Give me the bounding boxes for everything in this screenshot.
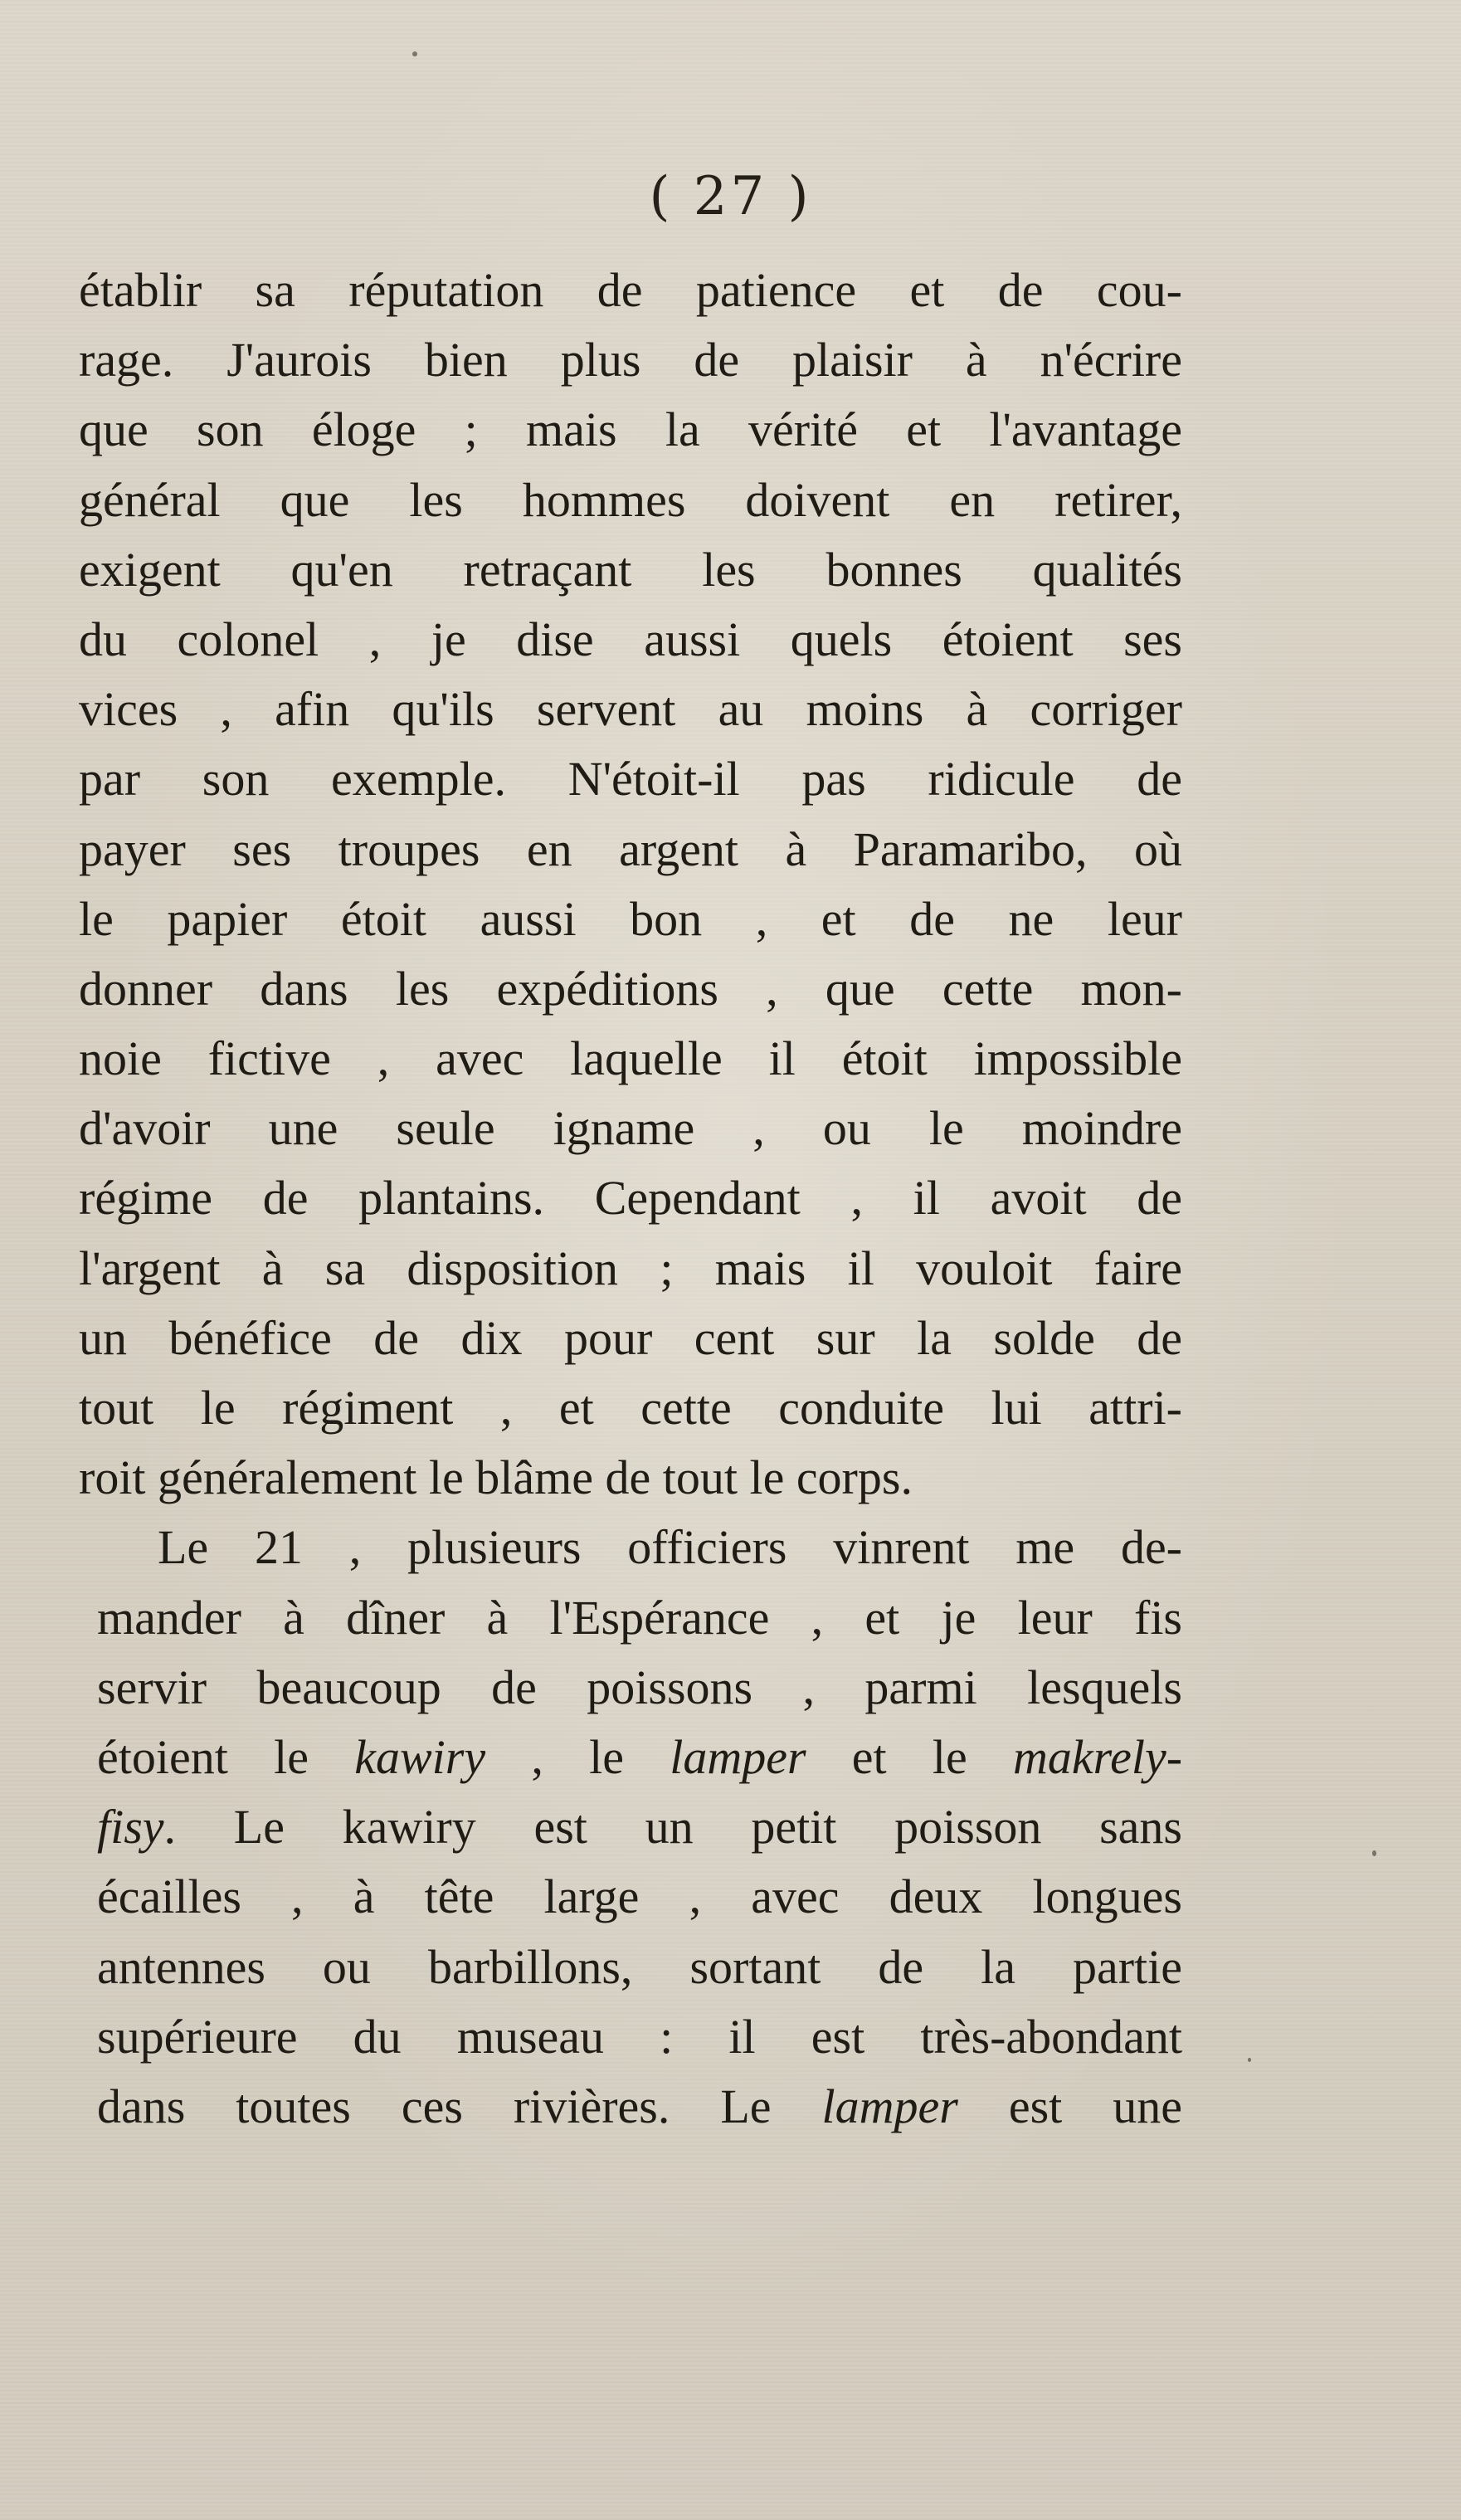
paragraph-end-line: roit généralement le blâme de tout le corps. bbox=[79, 1450, 913, 1505]
italic-term-lamper: lamper bbox=[821, 2079, 958, 2133]
body-text bbox=[79, 256, 1182, 2142]
text-line: l'argent à sa disposition ; mais il vouloit faire bbox=[79, 1241, 1182, 1295]
text-line: un bénéfice de dix pour cent sur la solde de bbox=[79, 1310, 1182, 1365]
text-line-with-italics bbox=[79, 1723, 1182, 1792]
paper-speck bbox=[412, 51, 417, 56]
text-line: noie fictive , avec laquelle il étoit impossible bbox=[79, 1031, 1182, 1086]
text-run: est une bbox=[957, 2079, 1182, 2133]
text-line: servir beaucoup de poissons , parmi lesquels bbox=[97, 1660, 1182, 1714]
text-line: régime de plantains. Cependant , il avoit de bbox=[79, 1171, 1182, 1226]
text-line: antennes ou barbillons, sortant de la partie bbox=[97, 1939, 1182, 1994]
italic-term-fisy: fisy bbox=[97, 1800, 164, 1855]
text-line: le papier étoit aussi bon , et de ne leur bbox=[79, 891, 1182, 946]
text-line: payer ses troupes en argent à Paramaribo, où bbox=[79, 821, 1182, 876]
italic-term-lamper: lamper bbox=[670, 1729, 806, 1784]
text-line: par son exemple. N'étoit-il pas ridicule de bbox=[79, 752, 1182, 807]
text-line: mander à dîner à l'Espérance , et je leur fis bbox=[97, 1590, 1182, 1645]
text-run: dans toutes ces rivières. Le bbox=[97, 2079, 822, 2133]
paper-speck bbox=[1372, 1850, 1376, 1856]
text-run: et le bbox=[806, 1729, 1014, 1784]
text-line: établir sa réputation de patience et de cou- bbox=[79, 263, 1182, 317]
text-line: exigent qu'en retraçant les bonnes qualités bbox=[79, 542, 1182, 597]
text-line: supérieure du museau : il est très-abondant bbox=[97, 2009, 1182, 2064]
text-line: d'avoir une seule igname , ou le moindre bbox=[79, 1101, 1182, 1156]
text-run: étoient le bbox=[97, 1729, 355, 1784]
text-line: tout le régiment , et cette conduite lui attri- bbox=[79, 1381, 1182, 1435]
text-line-with-italics bbox=[79, 1792, 1182, 1862]
text-run: . Le kawiry est un petit poisson sans bbox=[163, 1800, 1182, 1855]
text-line: donner dans les expéditions , que cette mon- bbox=[79, 961, 1182, 1016]
italic-term-makrely: makrely- bbox=[1013, 1729, 1183, 1784]
text-line: vices , afin qu'ils servent au moins à corriger bbox=[79, 682, 1182, 737]
text-line: général que les hommes doivent en retirer, bbox=[79, 472, 1182, 527]
paragraph-start-line: Le 21 , plusieurs officiers vinrent me de- bbox=[158, 1520, 1182, 1575]
text-line-with-italics bbox=[79, 2072, 1182, 2142]
text-run: , le bbox=[485, 1729, 670, 1784]
text-line: rage. J'aurois bien plus de plaisir à n'écrire bbox=[79, 333, 1182, 388]
text-line: écailles , à tête large , avec deux longues bbox=[97, 1869, 1182, 1924]
text-line: du colonel , je dise aussi quels étoient ses bbox=[79, 612, 1182, 666]
italic-term-kawiry: kawiry bbox=[354, 1729, 486, 1784]
text-line: que son éloge ; mais la vérité et l'avantage bbox=[79, 402, 1182, 457]
paper-speck bbox=[1248, 2058, 1251, 2062]
page-number: ( 27 ) bbox=[649, 166, 812, 227]
